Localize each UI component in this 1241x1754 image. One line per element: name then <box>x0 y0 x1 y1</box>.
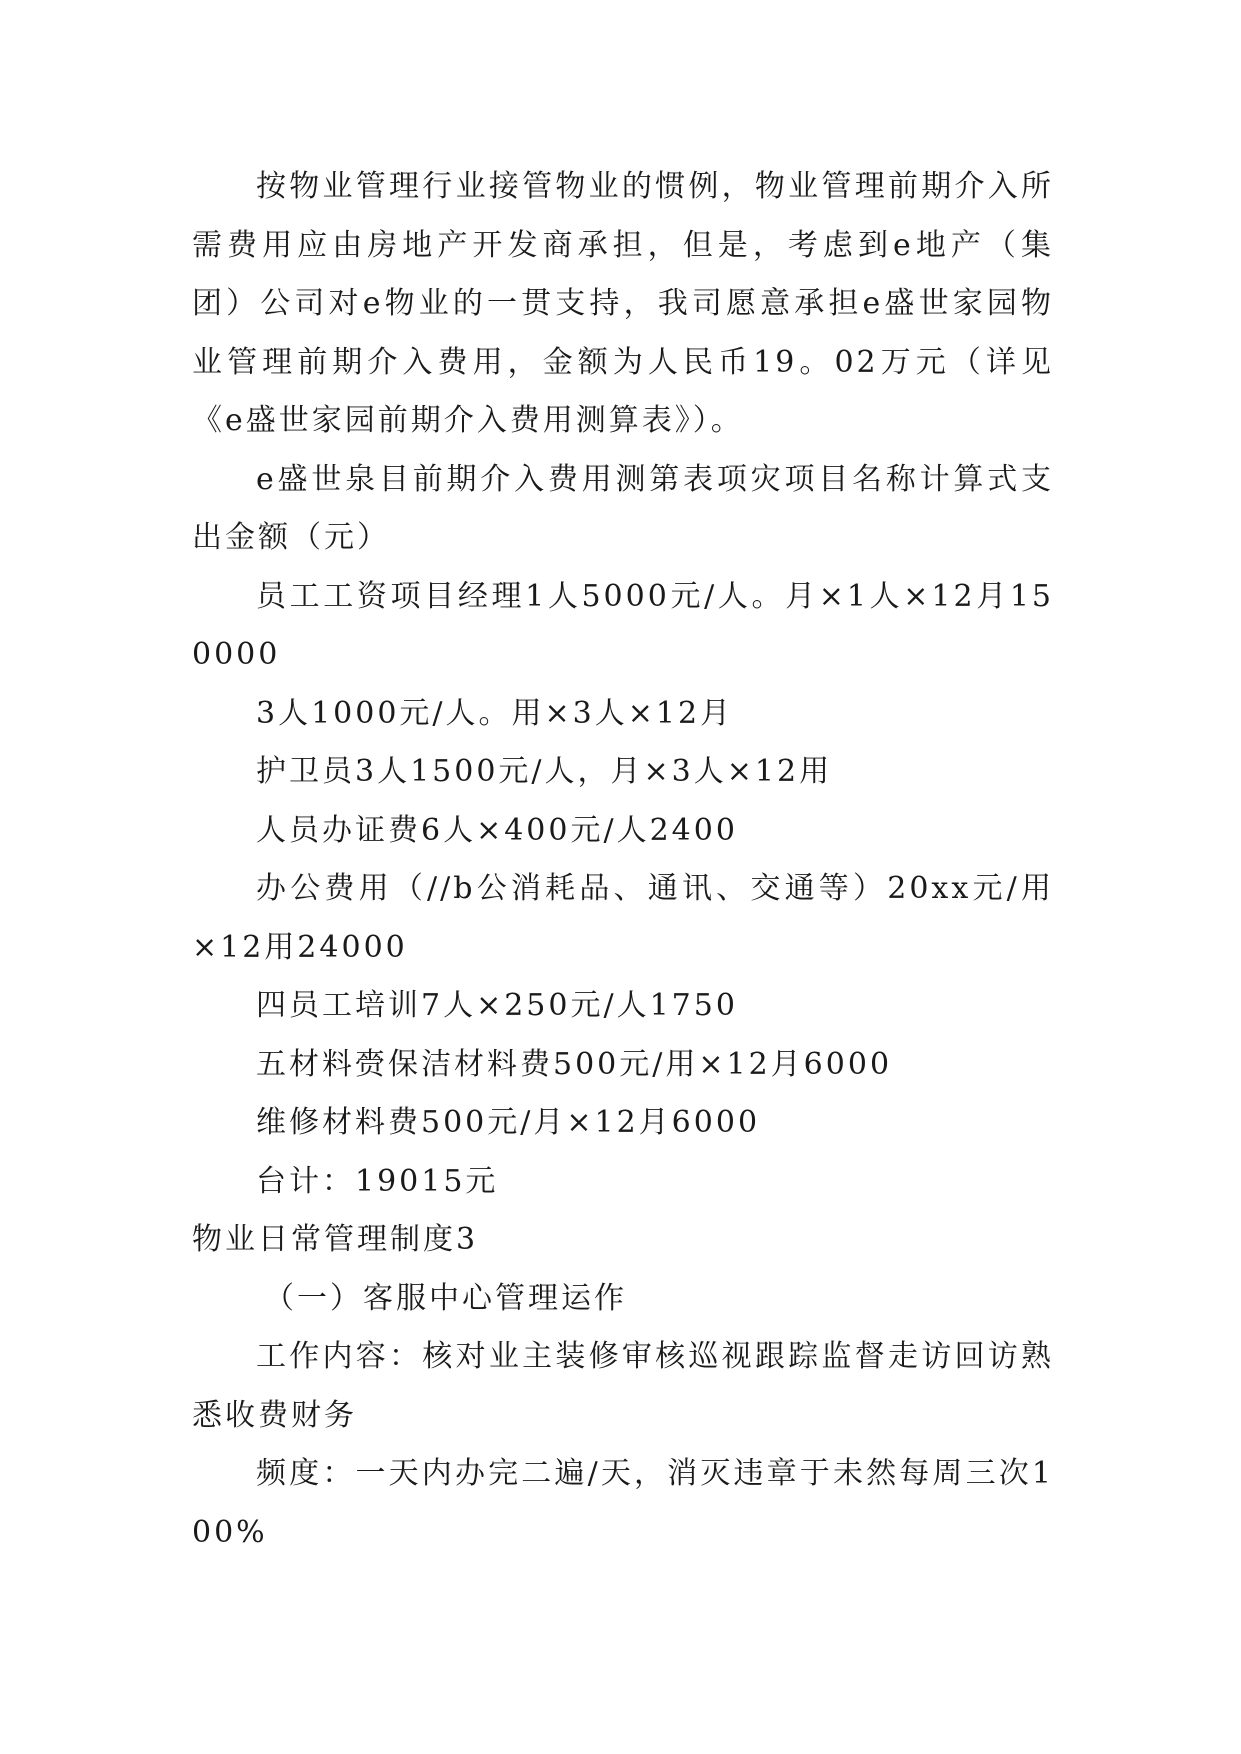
section-heading: 物业日常管理制度3 <box>192 1222 479 1257</box>
paragraph-office-expense: 办公费用（//b公消耗品、通讯、交通等）20xx元/用×12用24000 <box>192 871 1054 965</box>
paragraph-repair-material: 维修材料费500元/月×12月6000 <box>256 1105 761 1140</box>
document-page <box>192 158 1054 1562</box>
paragraph-staff-3: 3人1000元/人。用×3人×12月 <box>256 695 734 731</box>
paragraph-guards: 护卫员3人1500元/人，月×3人×12用 <box>256 754 833 789</box>
paragraph-table-title: e盛世泉目前期介入费用测第表项灾项目名称计算式支出金额（元） <box>192 461 1054 555</box>
paragraph-intro: 按物业管理行业接管物业的惯例，物业管理前期介入所需费用应由房地产开发商承担，但是，考虑到e地产（集团）公司对e物业的一贯支持，我司愿意承担e盛世家园物业管理前期介入费用，金额为人民币19。02万元（详见《e盛世家园前期介入费用测算表》）。 <box>192 169 1054 438</box>
paragraph-staff-wages: 员工工资项目经理1人5000元/人。月×1人×12月150000 <box>192 578 1054 672</box>
paragraph-total: 台计：19015元 <box>256 1163 499 1199</box>
subsection-heading: （一）客服中心管理运作 <box>264 1280 627 1316</box>
paragraph-training: 四员工培训7人×250元/人1750 <box>256 988 738 1023</box>
paragraph-certificate-fee: 人员办证费6人×400元/人2400 <box>256 812 738 848</box>
paragraph-cleaning-material: 五材料赍保洁材料费500元/用×12月6000 <box>256 1046 893 1082</box>
paragraph-work-content: 工作内容：核对业主装修审核巡视跟踪监督走访回访熟悉收费财务 <box>192 1339 1054 1433</box>
paragraph-frequency: 频度：一天内办完二遍/天，消灭违章于未然每周三次100% <box>192 1456 1054 1550</box>
